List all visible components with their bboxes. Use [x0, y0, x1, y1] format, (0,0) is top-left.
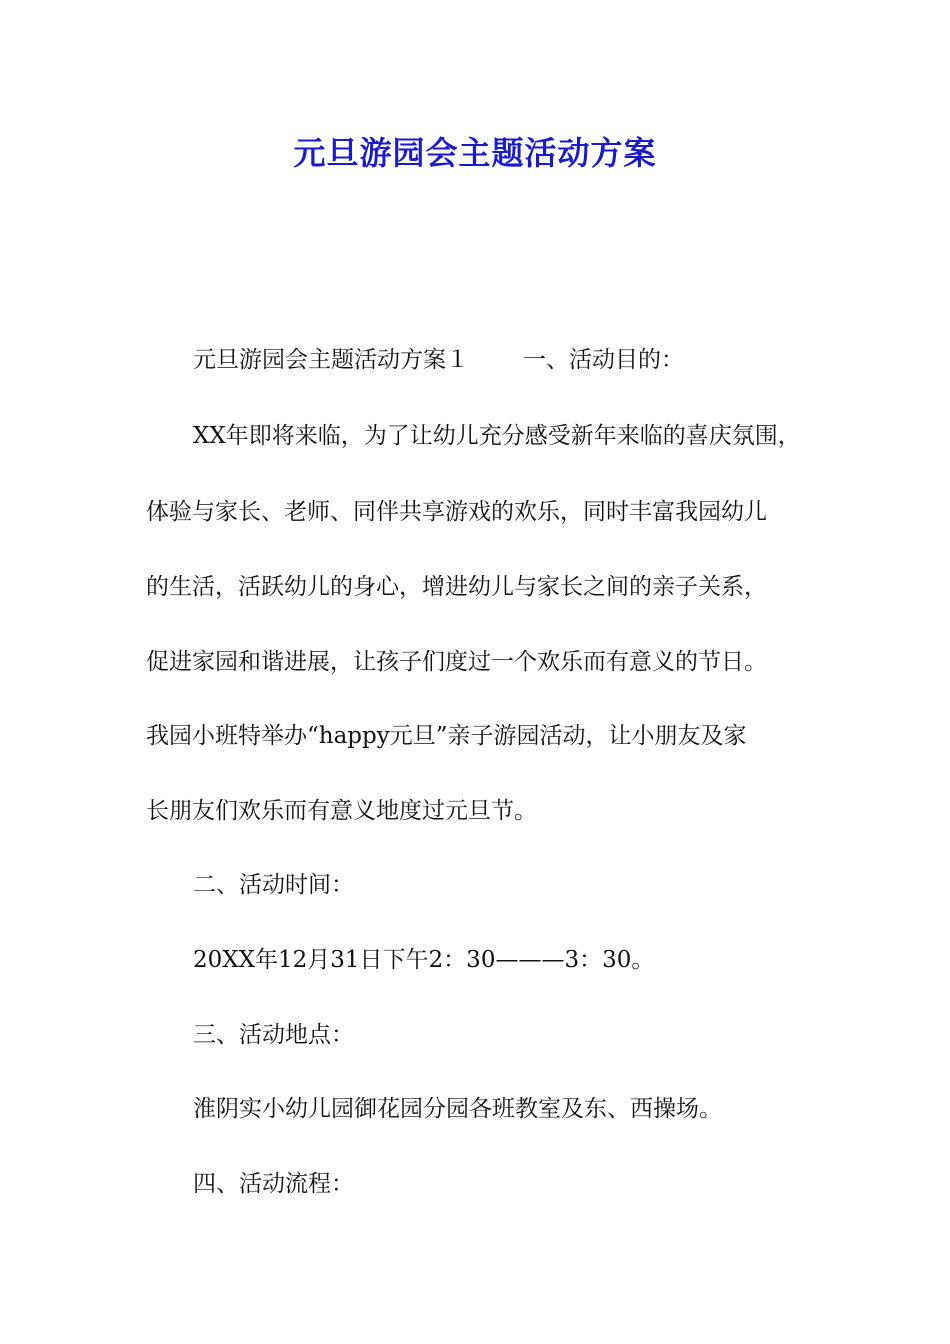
section-heading-process: 四、活动流程： — [193, 1171, 354, 1197]
section-heading-time: 二、活动时间： — [193, 872, 354, 898]
paragraph-line: 长朋友们欢乐而有意义地度过元旦节。 — [146, 798, 537, 824]
section-heading-location: 三、活动地点： — [193, 1022, 354, 1048]
paragraph-line: XX年即将来临，为了让幼儿充分感受新年来临的喜庆氛围， — [193, 423, 801, 449]
paragraph-line: 我园小班特举办“happy元旦”亲子游园活动，让小朋友及家 — [146, 723, 747, 749]
document-title: 元旦游园会主题活动方案 — [293, 134, 657, 172]
time-text: 20XX年12月31日下午2：30———3：30。 — [193, 947, 655, 973]
paragraph-line: 体验与家长、老师、同伴共享游戏的欢乐，同时丰富我园幼儿 — [146, 499, 767, 525]
paragraph-line: 促进家园和谐进展，让孩子们度过一个欢乐而有意义的节日。 — [146, 649, 767, 675]
location-text: 淮阴实小幼儿园御花园分园各班教室及东、西操场。 — [193, 1096, 722, 1122]
plan-heading: 元旦游园会主题活动方案１ — [193, 347, 469, 373]
paragraph-line: 的生活，活跃幼儿的身心，增进幼儿与家长之间的亲子关系， — [146, 574, 767, 600]
intro-line — [193, 342, 893, 378]
section-heading-purpose: 一、活动目的： — [523, 347, 684, 373]
